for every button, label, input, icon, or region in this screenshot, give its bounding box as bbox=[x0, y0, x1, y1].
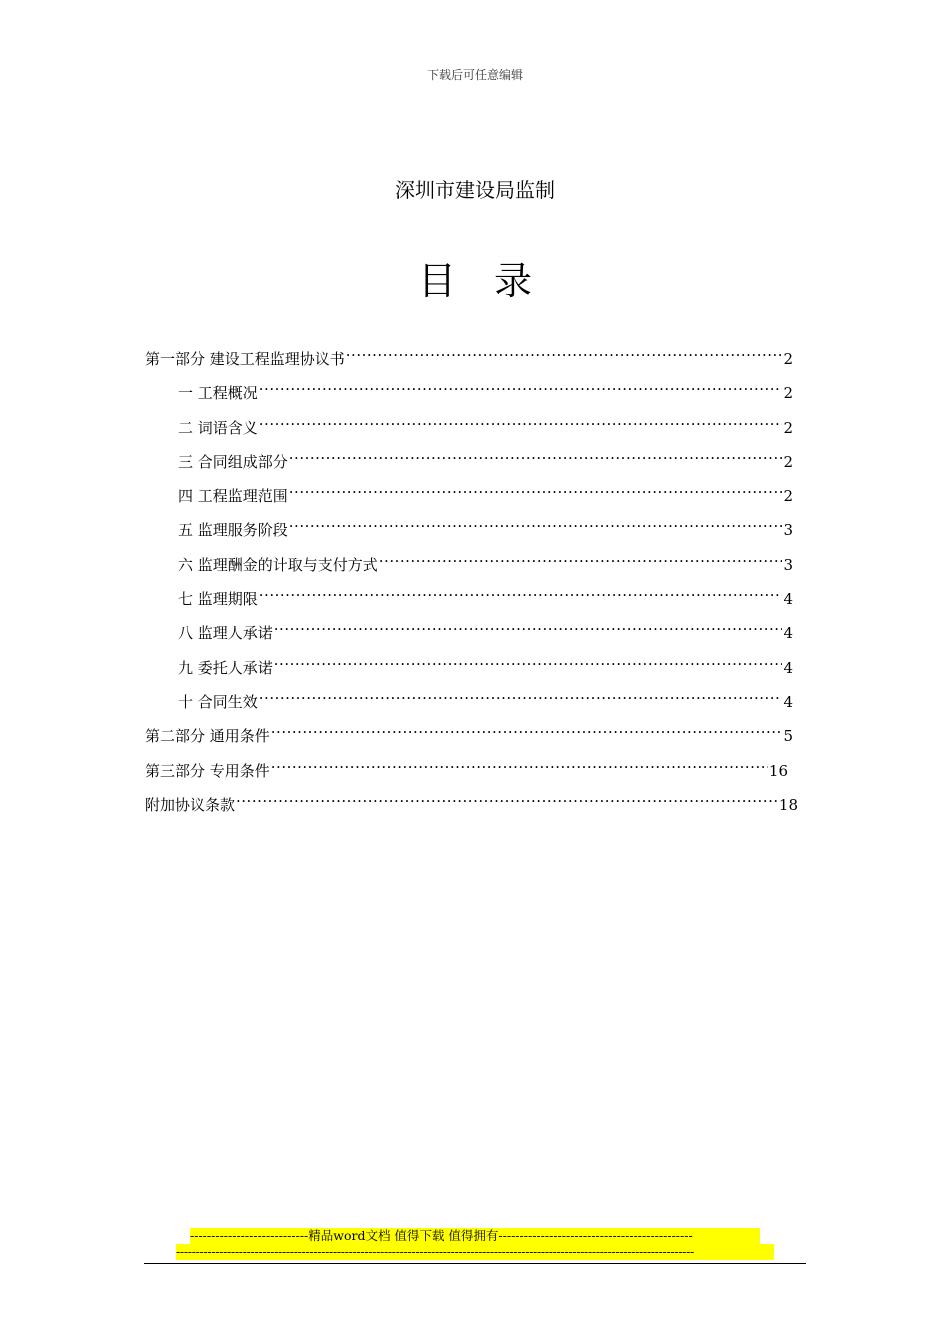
toc-entry-4[interactable] bbox=[145, 483, 805, 517]
toc-leader-dots bbox=[259, 689, 783, 707]
toc-leader-dots bbox=[271, 723, 783, 741]
toc-leader-dots bbox=[289, 483, 783, 501]
toc-entry-label: 四 工程监理范围 bbox=[178, 487, 288, 506]
toc-entry-label: 六 监理酬金的计取与支付方式 bbox=[178, 555, 378, 574]
toc-entry-8[interactable] bbox=[145, 620, 805, 654]
toc-entry-9[interactable] bbox=[145, 655, 805, 689]
toc-entry-page: 3 bbox=[783, 521, 793, 540]
toc-entry-label: 一 工程概况 bbox=[178, 384, 258, 403]
toc-entry-6[interactable] bbox=[145, 552, 805, 586]
toc-entry-part-3[interactable] bbox=[145, 758, 805, 792]
toc-title: 目录 bbox=[417, 259, 570, 303]
table-of-contents bbox=[145, 346, 805, 826]
footer-banner-line: ----------------------------精品word文档 值得下载 值得拥有---------------------------------------------- bbox=[190, 1228, 760, 1244]
toc-entry-7[interactable] bbox=[145, 586, 805, 620]
toc-leader-dots bbox=[259, 586, 783, 604]
toc-leader-dots bbox=[274, 655, 783, 673]
footer-banner-line: ------------------------------------------------------------------------------------------------------------------------------------ bbox=[176, 1244, 774, 1260]
toc-entry-5[interactable] bbox=[145, 517, 805, 551]
toc-entry-page: 4 bbox=[783, 658, 793, 677]
toc-leader-dots bbox=[236, 792, 778, 810]
toc-entry-3[interactable] bbox=[145, 449, 805, 483]
toc-entry-page: 5 bbox=[783, 727, 793, 746]
toc-leader-dots bbox=[259, 380, 783, 398]
toc-entry-page: 4 bbox=[783, 590, 793, 609]
toc-leader-dots bbox=[271, 758, 768, 776]
toc-entry-page: 2 bbox=[783, 452, 793, 471]
toc-entry-10[interactable] bbox=[145, 689, 805, 723]
footer-rule bbox=[144, 1263, 806, 1264]
toc-entry-label: 九 委托人承诺 bbox=[178, 658, 273, 677]
toc-entry-page: 4 bbox=[783, 624, 793, 643]
toc-entry-page: 18 bbox=[778, 795, 798, 814]
toc-entry-label: 八 监理人承诺 bbox=[178, 624, 273, 643]
toc-entry-1[interactable] bbox=[145, 380, 805, 414]
supervisor-line: 深圳市建设局监制 bbox=[395, 178, 555, 202]
toc-entry-label: 二 词语含义 bbox=[178, 418, 258, 437]
toc-entry-label: 七 监理期限 bbox=[178, 590, 258, 609]
toc-entry-page: 2 bbox=[783, 418, 793, 437]
toc-entry-label: 第三部分 专用条件 bbox=[145, 761, 270, 780]
toc-entry-label: 十 合同生效 bbox=[178, 692, 258, 711]
toc-entry-2[interactable] bbox=[145, 415, 805, 449]
toc-leader-dots bbox=[259, 415, 783, 433]
toc-entry-label: 三 合同组成部分 bbox=[178, 452, 288, 471]
toc-entry-page: 4 bbox=[783, 692, 793, 711]
header-note: 下载后可任意编辑 bbox=[426, 68, 523, 82]
toc-leader-dots bbox=[289, 449, 783, 467]
toc-entry-label: 第一部分 建设工程监理协议书 bbox=[145, 350, 345, 368]
toc-leader-dots bbox=[289, 517, 783, 535]
toc-leader-dots bbox=[274, 620, 783, 638]
toc-leader-dots bbox=[379, 552, 783, 570]
toc-entry-page: 16 bbox=[768, 761, 788, 780]
toc-entry-part-2[interactable] bbox=[145, 723, 805, 757]
toc-entry-label: 五 监理服务阶段 bbox=[178, 521, 288, 540]
toc-entry-part-1[interactable] bbox=[145, 346, 805, 380]
toc-leader-dots bbox=[346, 346, 783, 364]
toc-entry-appendix[interactable] bbox=[145, 792, 805, 826]
toc-entry-page: 2 bbox=[783, 350, 793, 368]
toc-entry-page: 2 bbox=[783, 487, 793, 506]
toc-entry-label: 附加协议条款 bbox=[145, 795, 236, 814]
toc-entry-page: 3 bbox=[783, 555, 793, 574]
footer-banner bbox=[176, 1228, 776, 1260]
toc-entry-page: 2 bbox=[783, 384, 793, 403]
toc-entry-label: 第二部分 通用条件 bbox=[145, 727, 270, 746]
